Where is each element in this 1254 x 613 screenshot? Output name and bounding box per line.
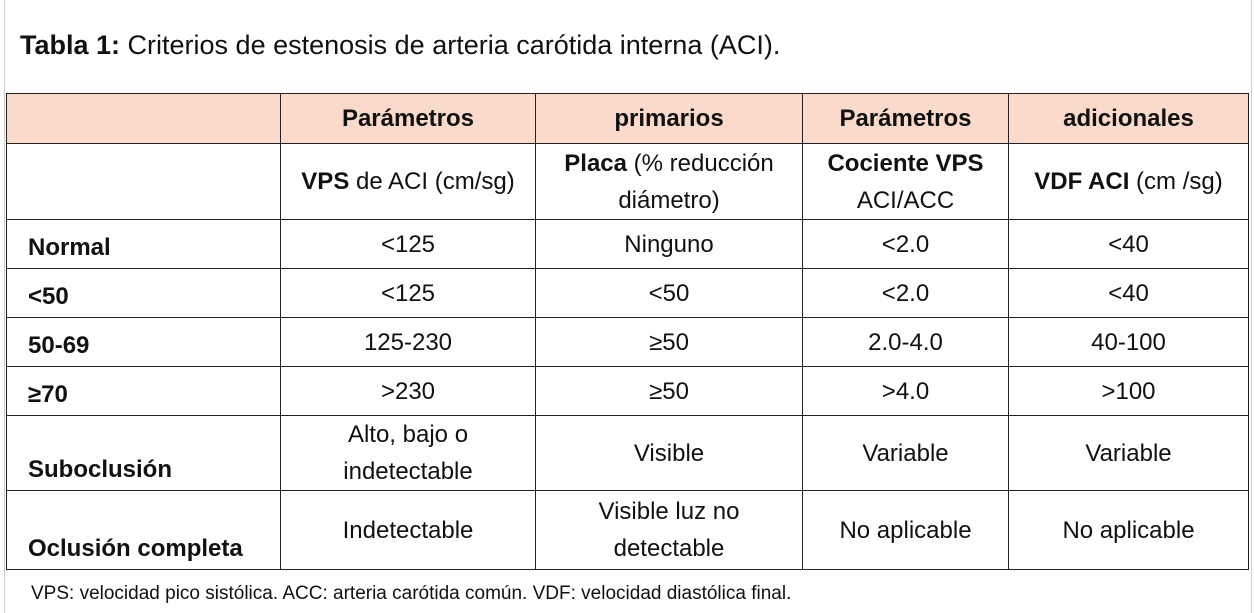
table-cell: >230 xyxy=(281,367,536,416)
table-cell: ≥50 xyxy=(536,318,803,367)
table-row xyxy=(7,491,1249,570)
table-cell: <125 xyxy=(281,220,536,269)
row-label: Suboclusión xyxy=(7,416,281,491)
table-row xyxy=(7,367,1249,416)
caption-label: Tabla 1: xyxy=(20,30,121,60)
header-corner-cell xyxy=(7,94,281,144)
table-cell: No aplicable xyxy=(1009,491,1249,570)
sub-header-cell xyxy=(281,144,536,220)
table-caption xyxy=(20,30,780,61)
table-cell: <50 xyxy=(536,269,803,318)
sub-header-cell xyxy=(803,144,1009,220)
table-cell: <125 xyxy=(281,269,536,318)
sub-header-text: de ACI (cm/sg) xyxy=(349,168,515,195)
table-cell: 2.0-4.0 xyxy=(803,318,1009,367)
group-header-row xyxy=(7,94,1249,144)
table-cell: <40 xyxy=(1009,269,1249,318)
sub-header-bold: VDF ACI xyxy=(1034,168,1130,195)
row-label: Normal xyxy=(7,220,281,269)
table-cell: Variable xyxy=(1009,416,1249,491)
table-cell: No aplicable xyxy=(803,491,1009,570)
table-cell: Indetectable xyxy=(281,491,536,570)
table-cell: 125-230 xyxy=(281,318,536,367)
table-row xyxy=(7,318,1249,367)
table-cell: Alto, bajo o indetectable xyxy=(281,416,536,491)
sub-header-text: (cm /sg) xyxy=(1129,168,1223,195)
sub-header-corner-cell xyxy=(7,144,281,220)
table-cell: <40 xyxy=(1009,220,1249,269)
stenosis-criteria-table xyxy=(6,93,1249,570)
footnote: VPS: velocidad pico sistólica. ACC: arteria carótida común. VDF: velocidad diastólica final. xyxy=(31,583,792,604)
table-cell: ≥50 xyxy=(536,367,803,416)
sub-header-row xyxy=(7,144,1249,220)
caption-text: Criterios de estenosis de arteria carótida interna (ACI). xyxy=(127,30,781,60)
table-row xyxy=(7,416,1249,491)
group-header-cell: Parámetros xyxy=(281,94,536,144)
group-header-cell: Parámetros xyxy=(803,94,1009,144)
table-cell: Visible xyxy=(536,416,803,491)
table-cell: <2.0 xyxy=(803,269,1009,318)
row-label: Oclusión completa xyxy=(7,491,281,570)
row-label: <50 xyxy=(7,269,281,318)
row-label: ≥70 xyxy=(7,367,281,416)
sub-header-text: ACI/ACC xyxy=(856,186,955,214)
table-cell: 40-100 xyxy=(1009,318,1249,367)
row-label: 50-69 xyxy=(7,318,281,367)
sub-header-bold: Cociente VPS xyxy=(827,149,984,177)
sub-header-bold: Placa xyxy=(564,149,627,177)
group-header-cell: primarios xyxy=(536,94,803,144)
table-cell: >4.0 xyxy=(803,367,1009,416)
sub-header-cell xyxy=(536,144,803,220)
table-cell: Visible luz no detectable xyxy=(536,491,803,570)
sub-header-cell xyxy=(1009,144,1249,220)
sub-header-text: (% reducción diámetro) xyxy=(618,149,774,214)
group-header-cell: adicionales xyxy=(1009,94,1249,144)
table-row xyxy=(7,269,1249,318)
table-row xyxy=(7,220,1249,269)
sub-header-bold: VPS xyxy=(301,168,350,195)
table-cell: <2.0 xyxy=(803,220,1009,269)
table-cell: >100 xyxy=(1009,367,1249,416)
table-cell: Variable xyxy=(803,416,1009,491)
table-cell: Ninguno xyxy=(536,220,803,269)
